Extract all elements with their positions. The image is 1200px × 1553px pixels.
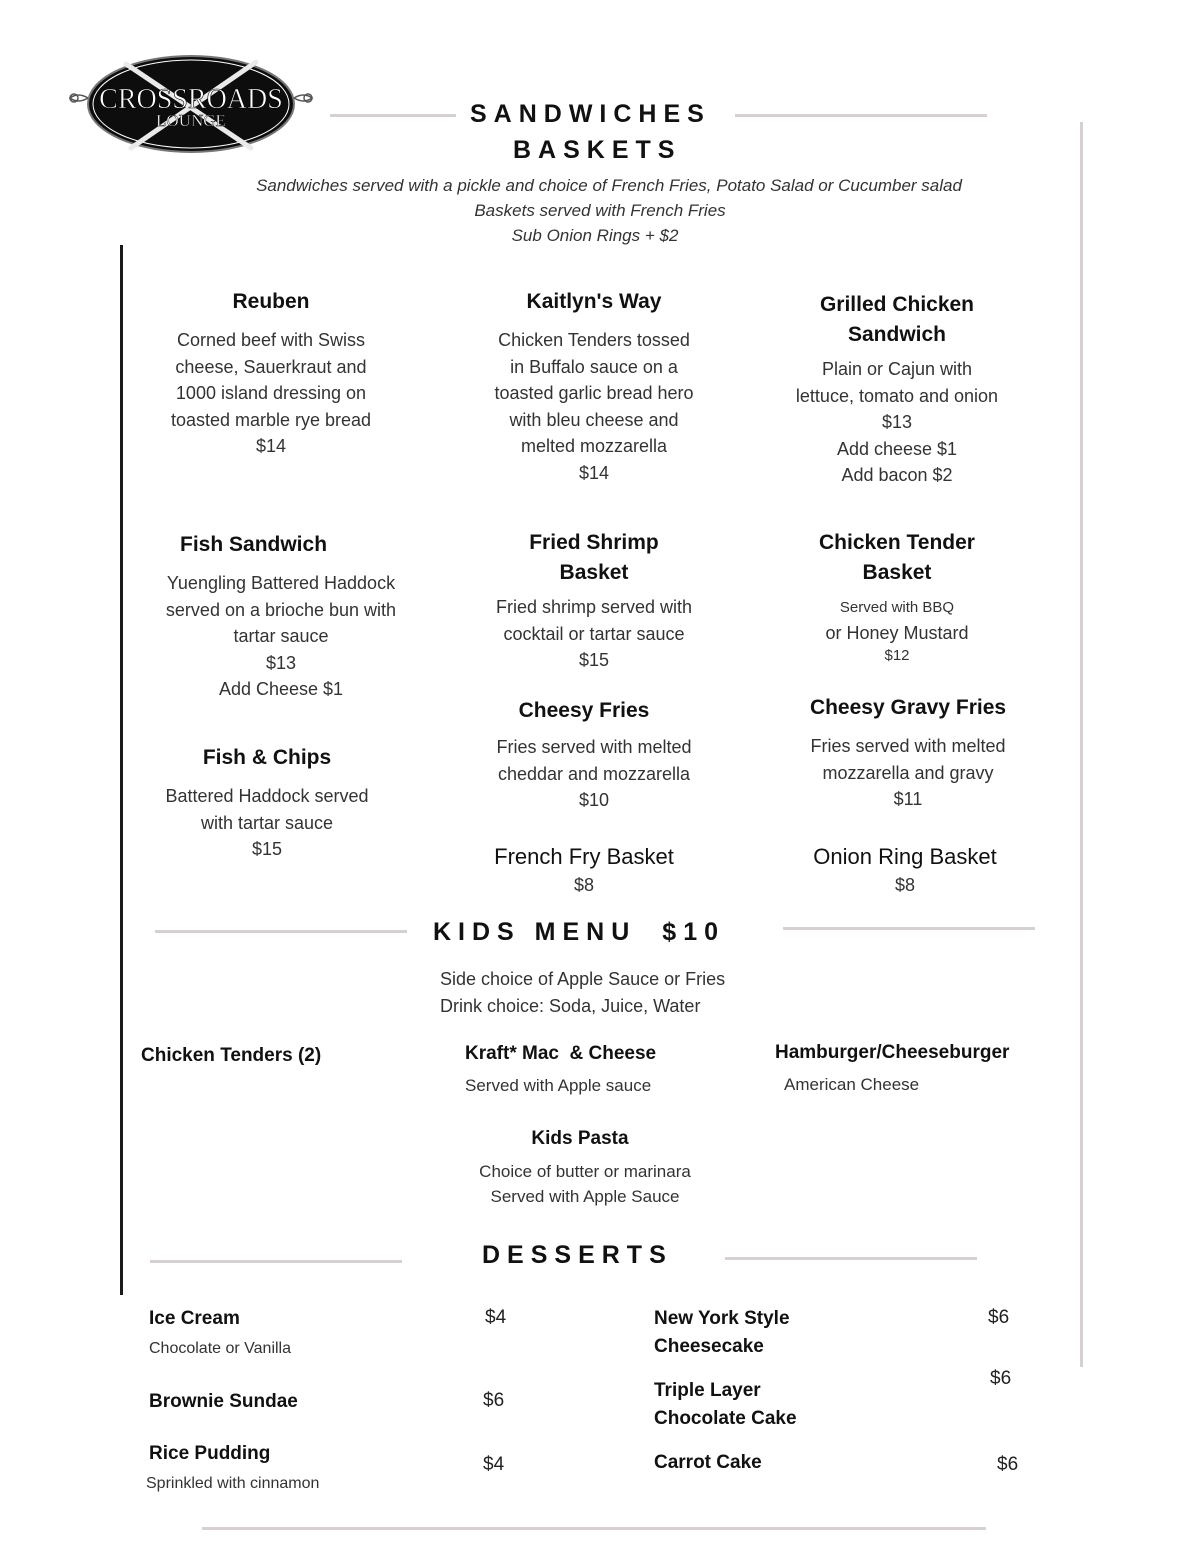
item-name: Kaitlyn's Way bbox=[526, 290, 662, 313]
menu-item-french-fry-basket bbox=[464, 842, 704, 899]
dessert-price: $6 bbox=[483, 1390, 505, 1411]
item-name: Fish & Chips bbox=[202, 746, 332, 769]
dessert-carrot-cake: Carrot Cake bbox=[654, 1452, 762, 1473]
dessert-chocolate-cake: Triple Layer Chocolate Cake bbox=[654, 1380, 797, 1429]
dessert-price: $4 bbox=[485, 1307, 507, 1328]
menu-item-kaitlyns-way bbox=[454, 287, 734, 486]
dessert-price: $4 bbox=[483, 1454, 505, 1475]
dessert-price: $6 bbox=[997, 1454, 1019, 1475]
item-name: Cheesy Fries bbox=[518, 699, 650, 722]
desserts-title: DESSERTS bbox=[482, 1241, 673, 1269]
baskets-title: BASKETS bbox=[513, 136, 682, 164]
item-name: French Fry Basket bbox=[494, 844, 674, 869]
menu-item-cheesy-fries bbox=[464, 696, 724, 814]
menu-item-fried-shrimp: Fried Shrimp Basket Fried shrimp served with cocktail or tartar sauce $15 bbox=[464, 528, 724, 674]
item-desc: $8 bbox=[894, 875, 916, 895]
item-desc: Fries served with melted mozzarella and gravy $11 bbox=[810, 736, 1006, 809]
menu-item-fish-chips bbox=[142, 743, 392, 863]
divider-sandwiches-right bbox=[735, 114, 987, 117]
logo-text-bottom: LOUNGE bbox=[156, 111, 226, 130]
divider-desserts-right bbox=[725, 1257, 977, 1260]
logo-text-top: CROSSROADS bbox=[99, 84, 283, 115]
menu-item-onion-ring-basket bbox=[785, 842, 1025, 899]
item-desc: Fried shrimp served with cocktail or tartar sauce $15 bbox=[495, 597, 693, 670]
item-desc: Corned beef with Swiss cheese, Sauerkraut and 1000 island dressing on toasted marble rye bread $14 bbox=[170, 330, 372, 456]
kids-notes: Side choice of Apple Sauce or Fries Drink choice: Soda, Juice, Water bbox=[440, 969, 726, 1016]
item-name: Reuben bbox=[232, 290, 310, 313]
dessert-brownie-sundae: Brownie Sundae bbox=[149, 1391, 298, 1412]
baskets-note: Baskets served with French Fries bbox=[474, 201, 726, 220]
menu-item-grilled-chicken: Grilled Chicken Sandwich Plain or Cajun with lettuce, tomato and onion $13 Add cheese $1 Add bacon $2 bbox=[762, 290, 1032, 489]
menu-item-cheesy-gravy-fries bbox=[768, 693, 1048, 813]
divider-kids-right bbox=[783, 927, 1035, 930]
menu-item-reuben bbox=[146, 287, 396, 460]
divider-sandwiches-left bbox=[330, 114, 456, 117]
menu-item-chicken-tender-basket: Chicken Tender Basket Served with BBQ or Honey Mustard $12 bbox=[767, 528, 1027, 666]
item-name: Chicken Tender bbox=[819, 531, 975, 554]
item-desc: Battered Haddock served with tartar sauce $15 bbox=[165, 786, 369, 859]
dessert-price: $6 bbox=[988, 1307, 1010, 1328]
sandwiches-title: SANDWICHES bbox=[470, 100, 711, 128]
dessert-ice-cream: Ice Cream Chocolate or Vanilla bbox=[149, 1308, 292, 1357]
item-desc: Served with BBQ or Honey Mustard $12 bbox=[825, 599, 969, 664]
crossroads-lounge-logo bbox=[66, 52, 316, 157]
dessert-rice-pudding: Rice Pudding Sprinkled with cinnamon bbox=[146, 1443, 320, 1492]
left-border-line bbox=[120, 245, 123, 1295]
kids-item-mac-cheese: Kraft* Mac & Cheese Served with Apple sauce bbox=[465, 1043, 657, 1095]
kids-item-pasta: Kids Pasta Choice of butter or marinara Served with Apple Sauce bbox=[479, 1128, 691, 1206]
kids-item-hamburger: Hamburger/Cheeseburger American Cheese bbox=[775, 1042, 1010, 1094]
divider-kids-left bbox=[155, 930, 407, 933]
item-desc: Chicken Tenders tossed in Buffalo sauce on a toasted garlic bread hero with bleu cheese and melted mozzarella $14 bbox=[494, 330, 694, 483]
right-border-line bbox=[1080, 122, 1083, 1367]
item-desc: Plain or Cajun with lettuce, tomato and onion $13 Add cheese $1 Add bacon $2 bbox=[795, 359, 999, 485]
kids-item-chicken-tenders: Chicken Tenders (2) bbox=[141, 1045, 322, 1066]
divider-desserts-left bbox=[150, 1260, 402, 1263]
dessert-cheesecake: New York Style Cheesecake bbox=[654, 1308, 790, 1357]
item-desc: $8 bbox=[573, 875, 595, 895]
item-desc: Fries served with melted cheddar and mozzarella $10 bbox=[496, 737, 692, 810]
item-name: Fish Sandwich bbox=[180, 533, 328, 556]
menu-item-fish-sandwich bbox=[136, 530, 426, 703]
divider-bottom bbox=[202, 1527, 986, 1530]
onion-rings-note: Sub Onion Rings + $2 bbox=[511, 226, 679, 245]
dessert-price: $6 bbox=[990, 1368, 1012, 1389]
item-name: Fried Shrimp bbox=[529, 531, 659, 554]
kids-menu-title: KIDS MENU $10 bbox=[433, 918, 726, 946]
item-name: Grilled Chicken bbox=[819, 293, 975, 316]
item-desc: Yuengling Battered Haddock served on a brioche bun with tartar sauce $13 Add Cheese $1 bbox=[165, 573, 397, 699]
sandwiches-note: Sandwiches served with a pickle and choice of French Fries, Potato Salad or Cucumber salad bbox=[256, 176, 962, 195]
item-name: Onion Ring Basket bbox=[813, 844, 997, 869]
kids-menu-price: $10 bbox=[662, 918, 726, 946]
item-name: Cheesy Gravy Fries bbox=[809, 696, 1007, 719]
